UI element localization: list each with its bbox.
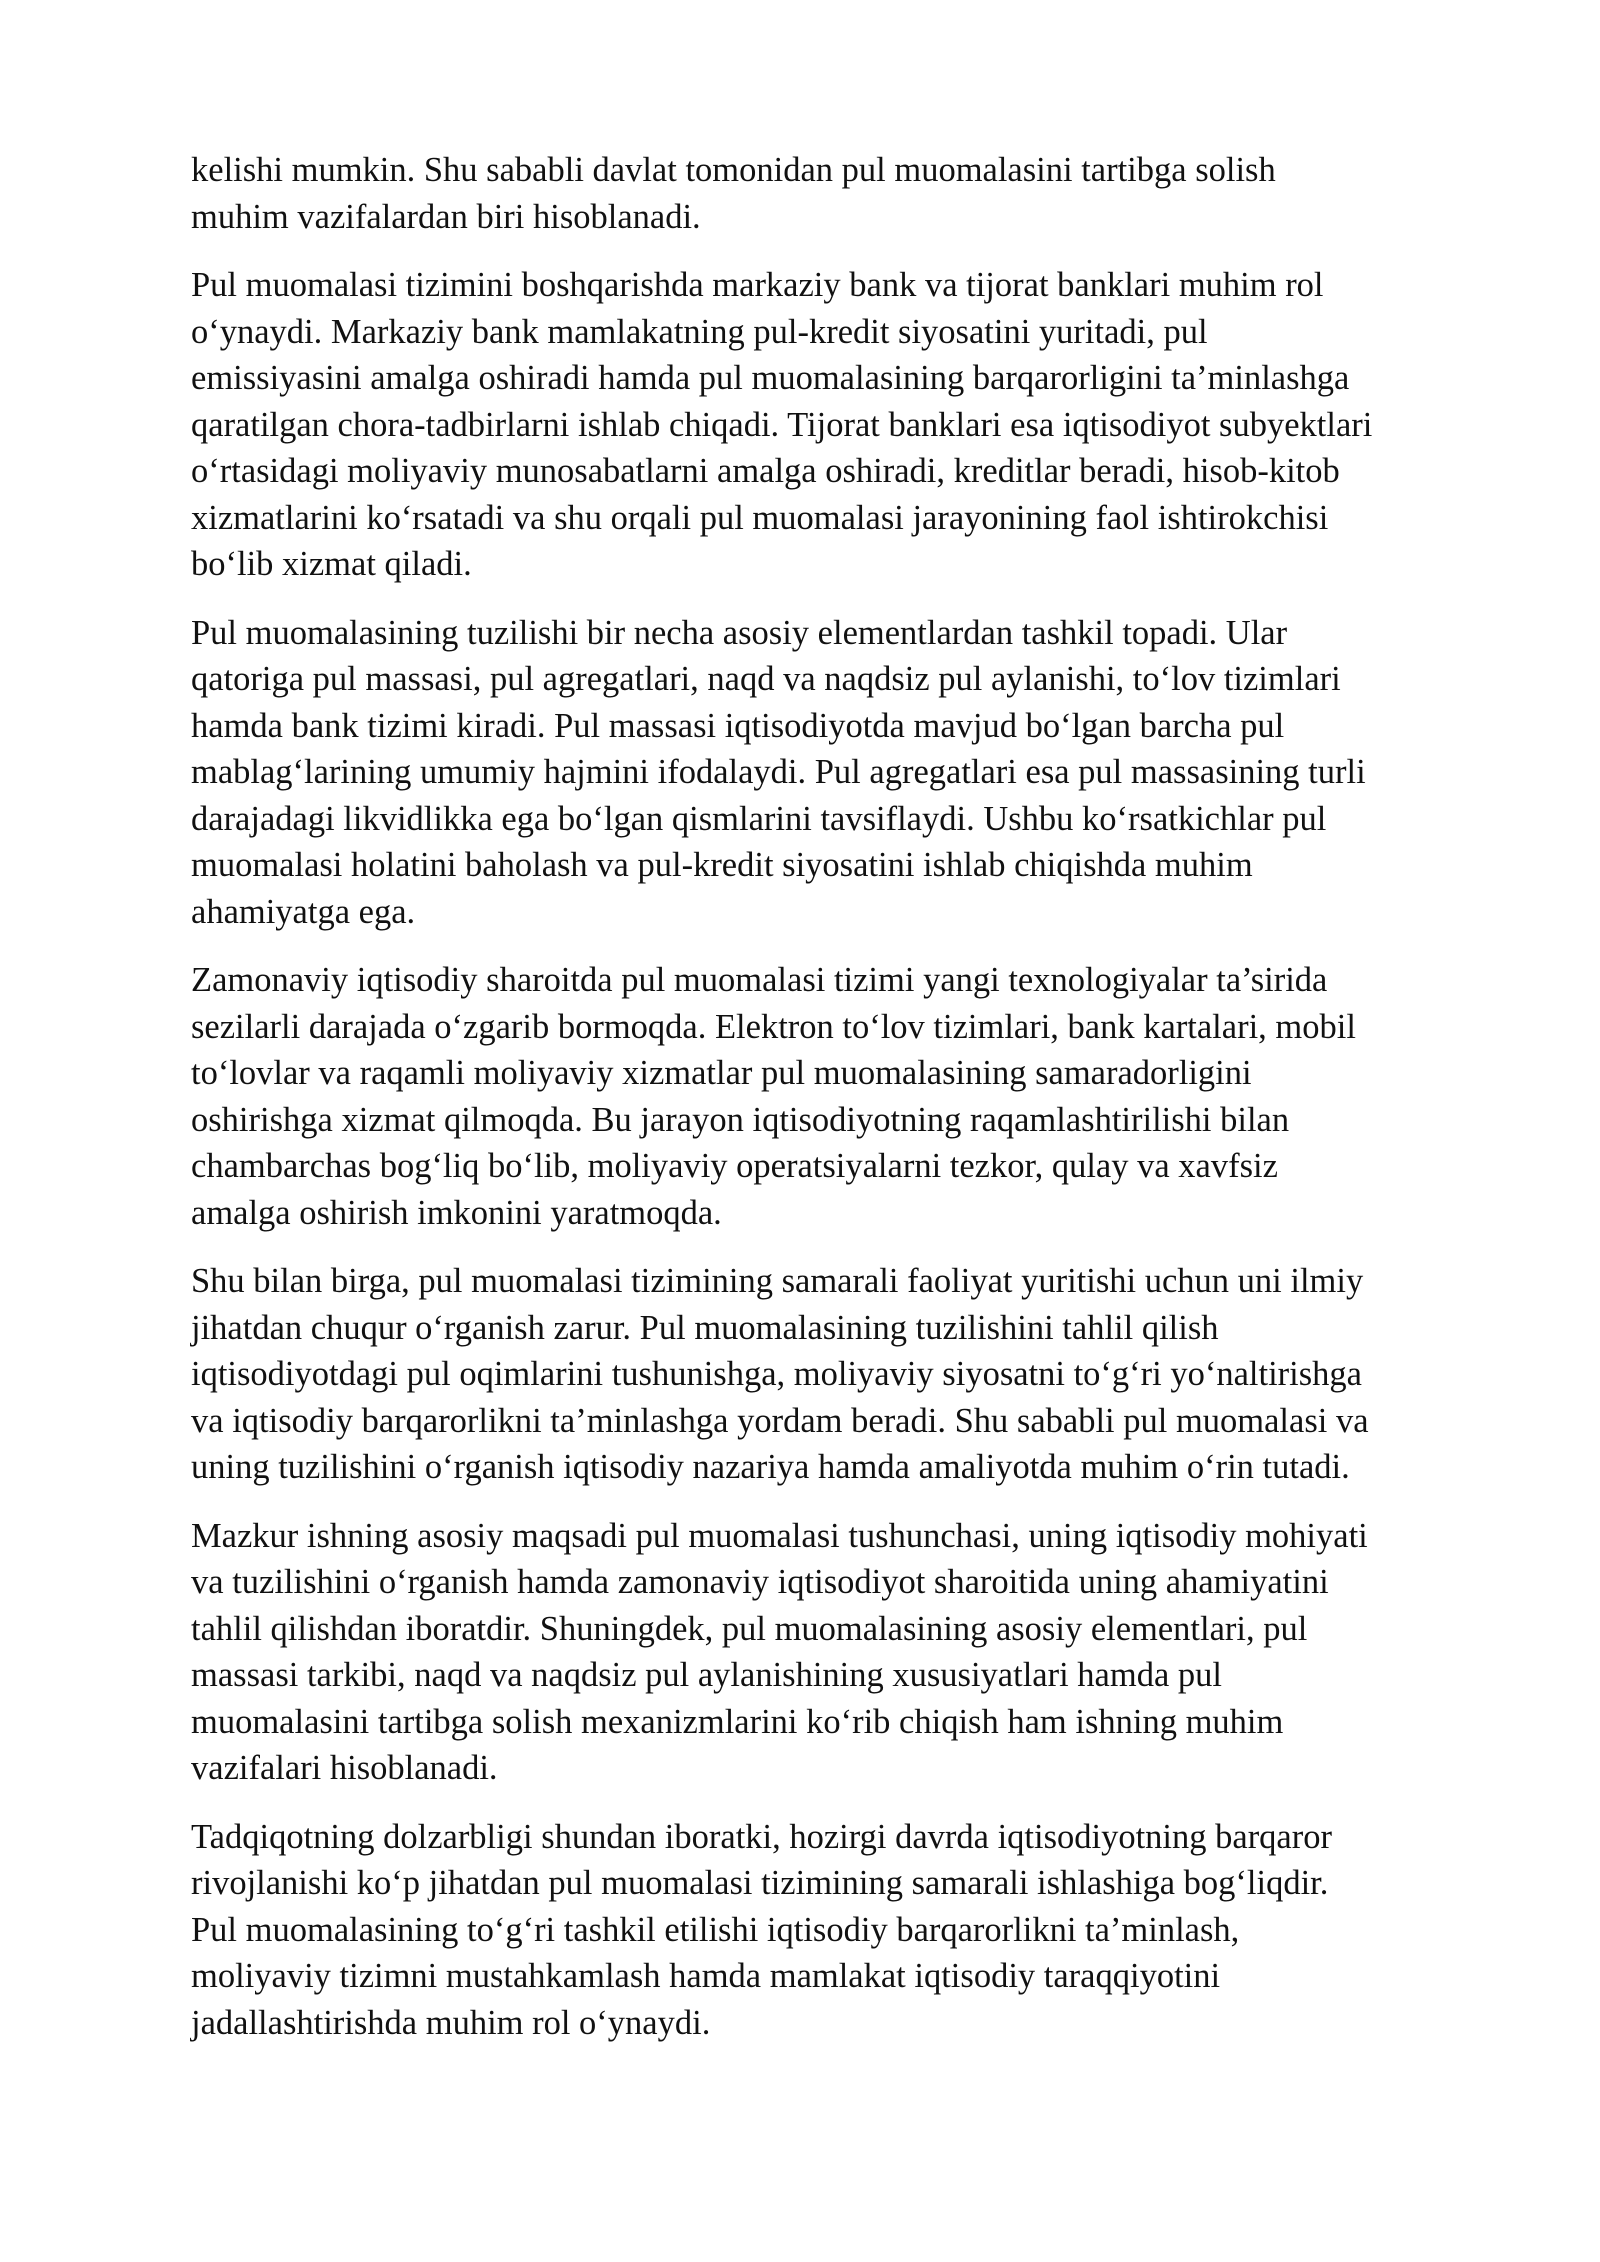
text-line: darajadagi likvidlikka ega bo‘lgan qismlarini tavsiflaydi. Ushbu ko‘rsatkichlar pul (191, 799, 1327, 838)
text-line: Shu bilan birga, pul muomalasi tizimining samarali faoliyat yuritishi uchun uni ilmiy (191, 1262, 1364, 1300)
text-line: jihatdan chuqur o‘rganish zarur. Pul muomalasining tuzilishini tahlil qilish (191, 1308, 1219, 1347)
text-line: jadallashtirishda muhim rol o‘ynaydi. (191, 2003, 711, 2042)
text-line: Zamonaviy iqtisodiy sharoitda pul muomalasi tizimi yangi texnologiyalar ta’sirida (191, 961, 1328, 999)
text-line: iqtisodiyotdagi pul oqimlarini tushunishga, moliyaviy siyosatni to‘g‘ri yo‘naltirishga (191, 1355, 1362, 1393)
paragraph-6 (191, 1513, 1491, 1792)
document-body (191, 147, 1491, 2068)
text-line: Pul muomalasining to‘g‘ri tashkil etilishi iqtisodiy barqarorlikni ta’minlash, (191, 1910, 1240, 1949)
text-line: vazifalari hisoblanadi. (191, 1749, 498, 1787)
text-line: amalga oshirish imkonini yaratmoqda. (191, 1193, 722, 1232)
text-line: moliyaviy tizimni mustahkamlash hamda mamlakat iqtisodiy taraqqiyotini (191, 1957, 1221, 1995)
text-line: qatoriga pul massasi, pul agregatlari, naqd va naqdsiz pul aylanishi, to‘lov tizimlari (191, 660, 1341, 698)
text-line: qaratilgan chora-tadbirlarni ishlab chiqadi. Tijorat banklari esa iqtisodiyot subyektlari (191, 405, 1373, 444)
text-line: mablag‘larining umumiy hajmini ifodalaydi. Pul agregatlari esa pul massasining turli (191, 753, 1366, 791)
text-line: Mazkur ishning asosiy maqsadi pul muomalasi tushunchasi, uning iqtisodiy mohiyati (191, 1516, 1368, 1555)
text-line: emissiyasini amalga oshiradi hamda pul muomalasining barqarorligini ta’minlashga (191, 359, 1350, 397)
text-line: o‘ynaydi. Markaziy bank mamlakatning pul-kredit siyosatini yuritadi, pul (191, 312, 1208, 351)
text-line: bo‘lib xizmat qiladi. (191, 545, 472, 583)
text-line: ahamiyatga ega. (191, 892, 416, 931)
text-line: hamda bank tizimi kiradi. Pul massasi iqtisodiyotda mavjud bo‘lgan barcha pul (191, 706, 1285, 745)
text-line: kelishi mumkin. Shu sababli davlat tomonidan pul muomalasini tartibga solish (191, 151, 1276, 189)
text-line: sezilarli darajada o‘zgarib bormoqda. Elektron to‘lov tizimlari, bank kartalari, mobil (191, 1007, 1356, 1046)
text-line: va iqtisodiy barqarorlikni ta’minlashga yordam beradi. Shu sababli pul muomalasi va (191, 1401, 1369, 1440)
text-line: muomalasi holatini baholash va pul-kredit siyosatini ishlab chiqishda muhim (191, 846, 1253, 884)
text-line: oshirishga xizmat qilmoqda. Bu jarayon iqtisodiyotning raqamlashtirilishi bilan (191, 1100, 1290, 1139)
text-line: Pul muomalasi tizimini boshqarishda markaziy bank va tijorat banklari muhim rol (191, 266, 1324, 304)
paragraph-7 (191, 1814, 1491, 2047)
text-line: Tadqiqotning dolzarbligi shundan iboratki, hozirgi davrda iqtisodiyotning barqaror (191, 1817, 1332, 1856)
text-line: va tuzilishini o‘rganish hamda zamonaviy iqtisodiyot sharoitida uning ahamiyatini (191, 1563, 1329, 1601)
paragraph-2 (191, 262, 1491, 588)
text-line: o‘rtasidagi moliyaviy munosabatlarni amalga oshiradi, kreditlar beradi, hisob-kitob (191, 452, 1340, 490)
text-line: muhim vazifalardan biri hisoblanadi. (191, 197, 701, 236)
text-line: rivojlanishi ko‘p jihatdan pul muomalasi tizimining samarali ishlashiga bog‘liqdir. (191, 1864, 1329, 1902)
text-line: massasi tarkibi, naqd va naqdsiz pul aylanishining xususiyatlari hamda pul (191, 1656, 1222, 1694)
paragraph-5 (191, 1258, 1491, 1491)
text-line: tahlil qilishdan iboratdir. Shuningdek, pul muomalasining asosiy elementlari, pul (191, 1609, 1308, 1648)
text-line: xizmatlarini ko‘rsatadi va shu orqali pul muomalasi jarayonining faol ishtirokchisi (191, 498, 1329, 537)
text-line: uning tuzilishini o‘rganish iqtisodiy nazariya hamda amaliyotda muhim o‘rin tutadi. (191, 1448, 1350, 1486)
text-line: to‘lovlar va raqamli moliyaviy xizmatlar pul muomalasining samaradorligini (191, 1054, 1252, 1092)
text-line: chambarchas bog‘liq bo‘lib, moliyaviy operatsiyalarni tezkor, qulay va xavfsiz (191, 1147, 1278, 1185)
paragraph-4 (191, 957, 1491, 1236)
text-line: Pul muomalasining tuzilishi bir necha asosiy elementlardan tashkil topadi. Ular (191, 613, 1288, 652)
text-line: muomalasini tartibga solish mexanizmlarini ko‘rib chiqish ham ishning muhim (191, 1702, 1284, 1741)
paragraph-3 (191, 610, 1491, 936)
paragraph-1 (191, 147, 1491, 240)
